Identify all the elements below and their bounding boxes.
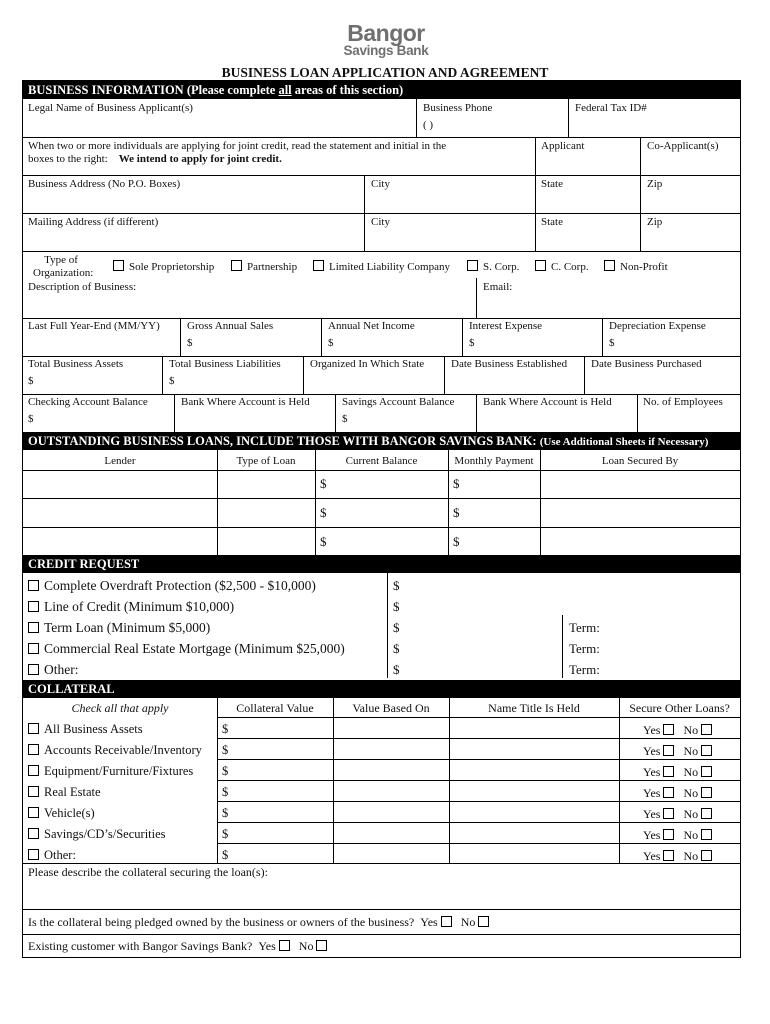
collateral-real-estate[interactable] xyxy=(28,784,101,800)
loans-header-text: OUTSTANDING BUSINESS LOANS, INCLUDE THOSE WITH BANGOR SAVINGS BANK: xyxy=(28,434,537,448)
mailing-city-field[interactable]: City xyxy=(371,216,390,228)
credit-other-amount[interactable]: $ xyxy=(393,662,400,677)
collateral-label: All Business Assets xyxy=(44,722,143,736)
pledged-question xyxy=(28,914,489,930)
collateral-label: Real Estate xyxy=(44,785,101,799)
collateral-label: Accounts Receivable/Inventory xyxy=(44,743,202,757)
mailing-address-field[interactable]: Mailing Address (if different) xyxy=(28,216,159,228)
collateral-other[interactable] xyxy=(28,847,76,863)
collateral-value-6[interactable]: $ xyxy=(222,827,229,841)
phone-field[interactable]: ( ) xyxy=(423,119,434,131)
joint-statement: We intend to apply for joint credit. xyxy=(118,153,282,165)
no-checkbox[interactable] xyxy=(701,745,712,756)
col-loan-secured-by: Loan Secured By xyxy=(601,455,679,467)
checkbox-icon[interactable] xyxy=(28,723,39,734)
secure-yn-3[interactable] xyxy=(643,764,712,780)
org-partnership[interactable] xyxy=(231,260,297,274)
no-checkbox[interactable] xyxy=(701,808,712,819)
interest-expense-label: Interest Expense xyxy=(469,320,542,332)
gross-sales-label: Gross Annual Sales xyxy=(187,320,274,332)
interest-expense-field[interactable]: $ xyxy=(469,337,475,349)
org-c-corp[interactable] xyxy=(535,260,589,274)
loan3-payment[interactable]: $ xyxy=(453,534,460,549)
business-zip-field[interactable]: Zip xyxy=(647,178,663,190)
loan2-payment[interactable]: $ xyxy=(453,505,460,520)
credit-label: Term Loan (Minimum $5,000) xyxy=(44,620,211,635)
checking-balance-label: Checking Account Balance xyxy=(28,396,148,408)
total-liabilities-field[interactable]: $ xyxy=(169,375,175,387)
checkbox-icon[interactable] xyxy=(28,807,39,818)
credit-line-amount[interactable]: $ xyxy=(393,599,400,614)
org-s-corp[interactable] xyxy=(467,260,519,274)
depreciation-label: Depreciation Expense xyxy=(609,320,706,332)
mailing-zip-field[interactable]: Zip xyxy=(647,216,663,228)
no-checkbox[interactable] xyxy=(701,787,712,798)
federal-tax-label: Federal Tax ID# xyxy=(575,102,647,114)
header-text-2: areas of this section) xyxy=(291,83,404,97)
savings-balance-field[interactable]: $ xyxy=(342,413,348,425)
loans-header-sub: (Use Additional Sheets if Necessary) xyxy=(539,436,709,448)
net-income-label: Annual Net Income xyxy=(328,320,415,332)
employees-field[interactable]: No. of Employees xyxy=(643,396,723,408)
pledged-text: Is the collateral being pledged owned by the business or owners of the business? xyxy=(28,915,415,929)
secure-yn-5[interactable] xyxy=(643,806,712,822)
credit-commercial[interactable] xyxy=(28,641,345,657)
org-label: Non-Profit xyxy=(620,261,668,273)
org-sole-proprietorship[interactable] xyxy=(113,260,214,274)
pledged-yes-checkbox[interactable] xyxy=(441,916,452,927)
form-frame xyxy=(22,80,741,958)
col-collateral-value: Collateral Value xyxy=(236,701,314,715)
checkbox-icon[interactable] xyxy=(313,260,324,271)
loans-header xyxy=(23,432,740,450)
bank-logo xyxy=(336,22,436,58)
col-name-title: Name Title Is Held xyxy=(488,701,580,715)
joint-text-line1: When two or more individuals are applying for joint credit, read the statement and initial in the xyxy=(28,140,447,152)
credit-overdraft-amount[interactable]: $ xyxy=(393,578,400,593)
yes-checkbox[interactable] xyxy=(663,787,674,798)
business-state-field[interactable]: State xyxy=(541,178,563,190)
total-assets-field[interactable]: $ xyxy=(28,375,34,387)
org-label: S. Corp. xyxy=(483,261,520,273)
net-income-field[interactable]: $ xyxy=(328,337,334,349)
depreciation-field[interactable]: $ xyxy=(609,337,615,349)
loan1-balance[interactable]: $ xyxy=(320,476,327,491)
yes-checkbox[interactable] xyxy=(663,808,674,819)
checkbox-icon[interactable] xyxy=(28,664,39,675)
no-label: No xyxy=(683,786,699,800)
checkbox-icon[interactable] xyxy=(28,643,39,654)
joint-text-line2: boxes to the right: xyxy=(28,153,108,165)
credit-term-field[interactable]: Term: xyxy=(569,620,600,635)
checkbox-icon[interactable] xyxy=(28,849,39,860)
logo-line-1: Bangor xyxy=(347,20,425,46)
business-info-header xyxy=(23,81,740,99)
checkbox-icon[interactable] xyxy=(604,260,615,271)
no-label: No xyxy=(683,807,699,821)
secure-yn-1[interactable] xyxy=(643,722,712,738)
yes-label: Yes xyxy=(258,939,276,953)
savings-balance-label: Savings Account Balance xyxy=(342,396,455,408)
collateral-header: COLLATERAL xyxy=(23,680,740,698)
credit-commercial-amount[interactable]: $ xyxy=(393,641,400,656)
checking-balance-field[interactable]: $ xyxy=(28,413,34,425)
secure-yn-7[interactable] xyxy=(643,848,712,864)
yes-checkbox[interactable] xyxy=(663,766,674,777)
checkbox-icon[interactable] xyxy=(467,260,478,271)
mailing-state-field[interactable]: State xyxy=(541,216,563,228)
header-text-all: all xyxy=(278,83,292,97)
org-label: Limited Liability Company xyxy=(329,261,450,273)
yes-label: Yes xyxy=(643,744,661,758)
page-title: BUSINESS LOAN APPLICATION AND AGREEMENT xyxy=(221,65,549,80)
col-check-all: Check all that apply xyxy=(71,701,169,715)
existing-no-checkbox[interactable] xyxy=(316,940,327,951)
no-label: No xyxy=(460,915,476,929)
last-fy-field[interactable]: Last Full Year-End (MM/YY) xyxy=(28,320,160,332)
existing-text: Existing customer with Bangor Savings Bank? xyxy=(28,939,253,953)
date-purchased-field[interactable]: Date Business Purchased xyxy=(591,358,702,370)
no-label: No xyxy=(683,765,699,779)
co-applicant-initial-box[interactable]: Co-Applicant(s) xyxy=(647,140,719,152)
credit-label: Commercial Real Estate Mortgage (Minimum $25,000) xyxy=(44,641,345,656)
type-of-label: Type of xyxy=(44,254,78,266)
no-label: No xyxy=(683,723,699,737)
credit-line[interactable] xyxy=(28,599,234,615)
secure-yn-2[interactable] xyxy=(643,743,712,759)
checkbox-icon[interactable] xyxy=(28,765,39,776)
no-label: No xyxy=(683,828,699,842)
collateral-label: Vehicle(s) xyxy=(44,806,95,820)
org-label: C. Corp. xyxy=(551,261,589,273)
collateral-value-7[interactable]: $ xyxy=(222,848,229,862)
collateral-value-5[interactable]: $ xyxy=(222,806,229,820)
collateral-label: Savings/CD’s/Securities xyxy=(44,827,166,841)
no-label: No xyxy=(683,849,699,863)
business-address-field[interactable]: Business Address (No P.O. Boxes) xyxy=(28,178,181,190)
no-label: No xyxy=(683,744,699,758)
legal-name-label: Legal Name of Business Applicant(s) xyxy=(28,102,193,114)
collateral-vehicles[interactable] xyxy=(28,805,95,821)
yes-label: Yes xyxy=(643,786,661,800)
credit-header: CREDIT REQUEST xyxy=(23,555,740,573)
description-field[interactable]: Description of Business: xyxy=(28,281,137,293)
checkbox-icon[interactable] xyxy=(28,601,39,612)
organization-label: Organization: xyxy=(33,267,94,279)
credit-label: Line of Credit (Minimum $10,000) xyxy=(44,599,235,614)
credit-label: Other: xyxy=(44,662,79,677)
yes-checkbox[interactable] xyxy=(663,850,674,861)
secure-yn-6[interactable] xyxy=(643,827,712,843)
collateral-savings[interactable] xyxy=(28,826,166,842)
collateral-receivables[interactable] xyxy=(28,742,202,758)
org-llc[interactable] xyxy=(313,260,450,274)
checkbox-icon[interactable] xyxy=(28,622,39,633)
col-secure-other: Secure Other Loans? xyxy=(629,701,730,715)
checkbox-icon[interactable] xyxy=(113,260,124,271)
yes-checkbox[interactable] xyxy=(663,724,674,735)
yes-label: Yes xyxy=(643,723,661,737)
col-value-based-on: Value Based On xyxy=(352,701,430,715)
collateral-label: Equipment/Furniture/Fixtures xyxy=(44,764,194,778)
col-lender: Lender xyxy=(104,455,136,467)
yes-label: Yes xyxy=(420,915,438,929)
no-checkbox[interactable] xyxy=(701,829,712,840)
collateral-all-assets[interactable] xyxy=(28,721,143,737)
total-assets-label: Total Business Assets xyxy=(28,358,124,370)
col-monthly-payment: Monthly Payment xyxy=(454,455,534,467)
yes-label: Yes xyxy=(643,807,661,821)
savings-bank-field[interactable]: Bank Where Account is Held xyxy=(483,396,612,408)
gross-sales-field[interactable]: $ xyxy=(187,337,193,349)
org-label: Sole Proprietorship xyxy=(129,261,215,273)
existing-customer-question xyxy=(28,938,327,954)
yes-checkbox[interactable] xyxy=(663,829,674,840)
checkbox-icon[interactable] xyxy=(28,580,39,591)
business-phone-label: Business Phone xyxy=(423,102,493,114)
no-checkbox[interactable] xyxy=(701,850,712,861)
pledged-no-checkbox[interactable] xyxy=(478,916,489,927)
total-liabilities-label: Total Business Liabilities xyxy=(169,358,281,370)
collateral-value-3[interactable]: $ xyxy=(222,764,229,778)
collateral-describe-field[interactable]: Please describe the collateral securing the loan(s): xyxy=(28,865,268,879)
checkbox-icon[interactable] xyxy=(28,828,39,839)
yes-label: Yes xyxy=(643,765,661,779)
credit-term-loan[interactable] xyxy=(28,620,210,636)
no-checkbox[interactable] xyxy=(701,766,712,777)
yes-label: Yes xyxy=(643,849,661,863)
logo-line-2: Savings Bank xyxy=(343,43,429,58)
credit-other[interactable] xyxy=(28,662,79,678)
credit-commercial-term[interactable]: Term: xyxy=(569,641,600,656)
business-city-field[interactable]: City xyxy=(371,178,390,190)
org-non-profit[interactable] xyxy=(604,260,668,274)
credit-label: Complete Overdraft Protection ($2,500 - $10,000) xyxy=(44,578,316,593)
credit-term-amount[interactable]: $ xyxy=(393,620,400,635)
no-label: No xyxy=(298,939,314,953)
header-text-1: BUSINESS INFORMATION (Please complete xyxy=(28,83,279,97)
checkbox-icon[interactable] xyxy=(535,260,546,271)
col-current-balance: Current Balance xyxy=(345,455,418,467)
date-established-field[interactable]: Date Business Established xyxy=(451,358,568,370)
loan1-payment[interactable]: $ xyxy=(453,476,460,491)
org-label: Partnership xyxy=(247,261,298,273)
secure-yn-4[interactable] xyxy=(643,785,712,801)
collateral-value-2[interactable]: $ xyxy=(222,743,229,757)
loan3-balance[interactable]: $ xyxy=(320,534,327,549)
checkbox-icon[interactable] xyxy=(28,744,39,755)
organized-state-field[interactable]: Organized In Which State xyxy=(310,358,425,370)
yes-label: Yes xyxy=(643,828,661,842)
col-type-of-loan: Type of Loan xyxy=(236,455,296,467)
collateral-equipment[interactable] xyxy=(28,763,193,779)
no-checkbox[interactable] xyxy=(701,724,712,735)
collateral-value-1[interactable]: $ xyxy=(222,722,229,736)
yes-checkbox[interactable] xyxy=(663,745,674,756)
credit-other-term[interactable]: Term: xyxy=(569,662,600,677)
checkbox-icon[interactable] xyxy=(231,260,242,271)
existing-yes-checkbox[interactable] xyxy=(279,940,290,951)
collateral-label: Other: xyxy=(44,848,76,862)
collateral-value-4[interactable]: $ xyxy=(222,785,229,799)
email-field[interactable]: Email: xyxy=(483,281,513,293)
loan2-balance[interactable]: $ xyxy=(320,505,327,520)
checking-bank-field[interactable]: Bank Where Account is Held xyxy=(181,396,310,408)
checkbox-icon[interactable] xyxy=(28,786,39,797)
applicant-initial-box[interactable]: Applicant xyxy=(541,140,585,152)
credit-overdraft[interactable] xyxy=(28,578,316,594)
